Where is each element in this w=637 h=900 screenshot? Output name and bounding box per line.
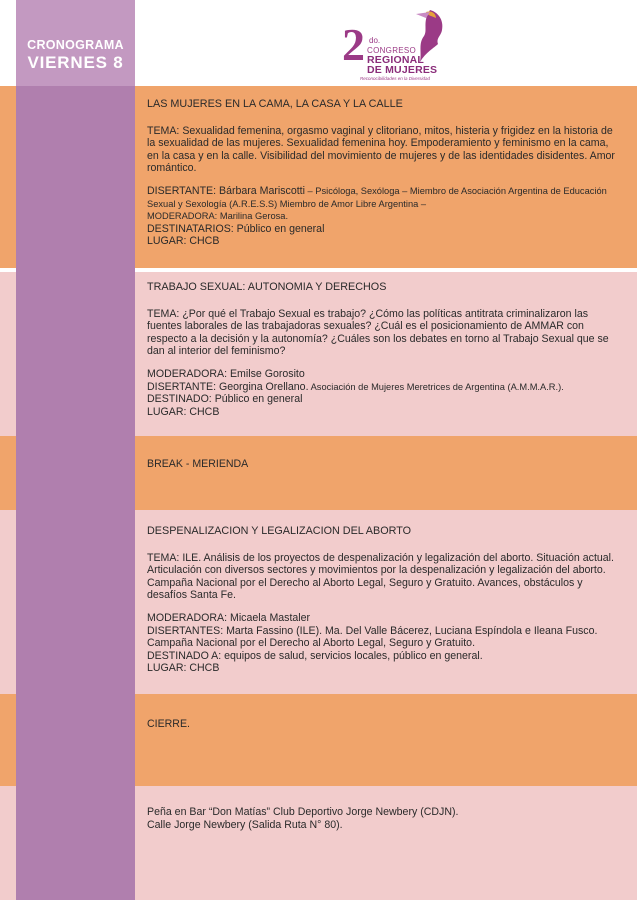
session-disertante (147, 381, 623, 394)
schedule-title (16, 0, 135, 86)
session-content (147, 98, 623, 248)
session-disertantes: DISERTANTES: Marta Fassino (ILE). Ma. Del Valle Bácerez, Luciana Espíndola e Ileana Fusco. Campaña Nacional por el Derecho al Aborto Legal, Seguro y Gratuito. (147, 624, 598, 650)
logo-tagline: Reconocibilidades en la Diversidad (359, 76, 431, 81)
logo-line3: DE MUJERES (367, 64, 438, 76)
event-line1: Peña en Bar “Don Matías” Club Deportivo Jorge Newbery (CDJN). (147, 806, 459, 818)
event-line2: Calle Jorge Newbery (Salida Ruta N° 80). (147, 818, 343, 831)
sidebar-column (16, 0, 135, 900)
disertante-name: DISERTANTE: Georgina Orellano. (147, 380, 309, 393)
session-lugar: LUGAR: CHCB (147, 235, 220, 248)
disertante-name: DISERTANTE: Bárbara Mariscotti (147, 184, 305, 197)
session-destinado: DESTINADO A: equipos de salud, servicios locales, público en general. (147, 649, 483, 662)
congress-logo (340, 8, 450, 80)
disertante-detail: – Psicóloga, Sexóloga – Miembro de Asociación Argentina de Educación Sexual y Sexología (A.R.E.S.S) Miembro de Amor Libre Argentina – (147, 185, 607, 209)
session-content (147, 281, 623, 418)
session-tema: TEMA: ILE. Análisis de los proyectos de despenalización y legalización del aborto. Situación actual. Articulación con diversos sectores y movimientos por la despenalización y legalización del aborto. Campaña Nacional por el Derecho al Aborto Legal, Seguro y Gratuito. Avances, obstáculos y desafíos Santa Fe. (147, 551, 614, 602)
session-title: BREAK - MERIENDA (147, 458, 249, 470)
session-disertante (147, 185, 623, 210)
session-tema: TEMA: ¿Por qué el Trabajo Sexual es trabajo? ¿Cómo las políticas antitrata criminalizaron las fuentes laborales de las trabajadoras sexuales? ¿Cuál es el posicionamiento de AMMAR con respecto a la decisión y la autonomía? ¿Cuáles son los debates en torno al Trabajo Sexual que se dan al interior del feminismo? (147, 307, 609, 358)
session-tema: TEMA: Sexualidad femenina, orgasmo vaginal y clitoriano, mitos, histeria y frigidez en la historia de la sexualidad de las mujeres. Sexualidad femenina hoy. Empoderamiento y feminismo en la cama, en la casa y en la calle. Visibilidad del movimiento de mujeres y de las identidades disidentes. Amor romántico. (147, 124, 615, 175)
session-content (147, 718, 623, 731)
session-title: LAS MUJERES EN LA CAMA, LA CASA Y LA CALLE (147, 98, 403, 110)
logo-line1: CONGRESO (367, 46, 417, 55)
logo-line2: REGIONAL (367, 54, 425, 66)
disertante-detail: Asociación de Mujeres Meretrices de Argentina (A.M.M.A.R.). (308, 381, 564, 392)
logo-ordinal: do. (369, 36, 381, 45)
logo-number: 2 (342, 19, 365, 70)
schedule-title-line1: CRONOGRAMA (27, 38, 124, 52)
session-destinatarios: DESTINATARIOS: Público en general (147, 222, 325, 235)
session-title: CIERRE. (147, 718, 190, 730)
session-moderadora: MODERADORA: Micaela Mastaler (147, 611, 311, 624)
session-destinado: DESTINADO: Público en general (147, 393, 303, 406)
session-lugar: LUGAR: CHCB (147, 405, 220, 418)
session-content (147, 525, 623, 675)
session-moderadora: MODERADORA: Marilina Gerosa. (147, 211, 289, 222)
session-title: TRABAJO SEXUAL: AUTONOMIA Y DERECHOS (147, 281, 387, 293)
schedule-day: VIERNES 8 (27, 53, 124, 72)
session-content (147, 806, 623, 831)
session-lugar: LUGAR: CHCB (147, 662, 220, 675)
session-content (147, 458, 623, 471)
session-moderadora: MODERADORA: Emilse Gorosito (147, 367, 305, 380)
session-title: DESPENALIZACION Y LEGALIZACION DEL ABORTO (147, 525, 412, 537)
